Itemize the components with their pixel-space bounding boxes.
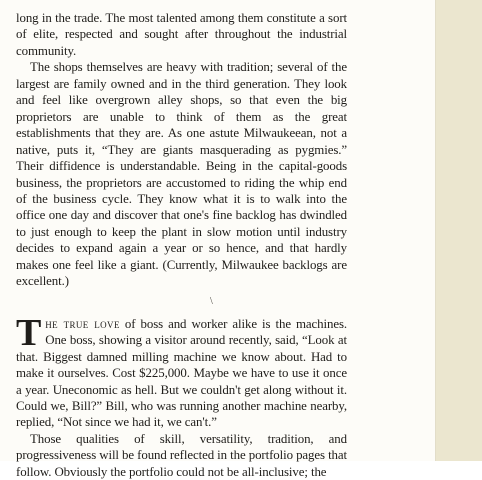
section-break-mark: \ xyxy=(210,295,213,307)
article-paragraph-1: long in the trade. The most talented among them constitute a sort of elite, respected and sought after throughout the industrial community. xyxy=(16,11,347,58)
adjacent-page-strip xyxy=(436,0,482,461)
lead-in-small-caps: he true love xyxy=(45,316,120,331)
section-break xyxy=(16,290,347,316)
article-paragraph-4: Those qualities of skill, versatility, tradition, and progressiveness will be found reflected in the portfolio pages that follow. Obviously the portfolio could not be all-inclusive; the xyxy=(16,431,347,479)
article-paragraph-2: The shops themselves are heavy with tradition; several of the largest are family owned and in the third generation. They look and feel like overgrown alley shops, so that even the big proprietors are unable to think of them as the great establishments that they are. As one astute Milwaukeean, not a native, puts it, “They are giants masquerading as pygmies.” Their diffidence is understandable. Being in the capital-goods business, the proprietors are accustomed to riding the whip end of the business cycle. They know what it is to walk into the office one day and discover that one's fine backlog has dwindled to just enough to keep the plant in slow motion until industry decides to expand again a year or so hence, and that hardly makes one feel like a giant. (Currently, Milwaukee backlogs are excellent.) xyxy=(16,60,347,289)
article-column xyxy=(16,10,347,480)
article-paragraph-3-text: of boss and worker alike is the machines. One boss, showing a visitor around recently, said, “Look at that. Biggest damned milling machine we know about. Had to make it ourselves. Cost $225,000. Maybe we have to use it once a year. Uneconomic as hell. But we couldn't get along without it. Could we, Bill?” Bill, who was running another machine nearby, replied, “Not since we had it, we can't.” xyxy=(16,316,347,430)
drop-cap: T xyxy=(16,311,42,354)
article-paragraph-3 xyxy=(16,311,347,431)
